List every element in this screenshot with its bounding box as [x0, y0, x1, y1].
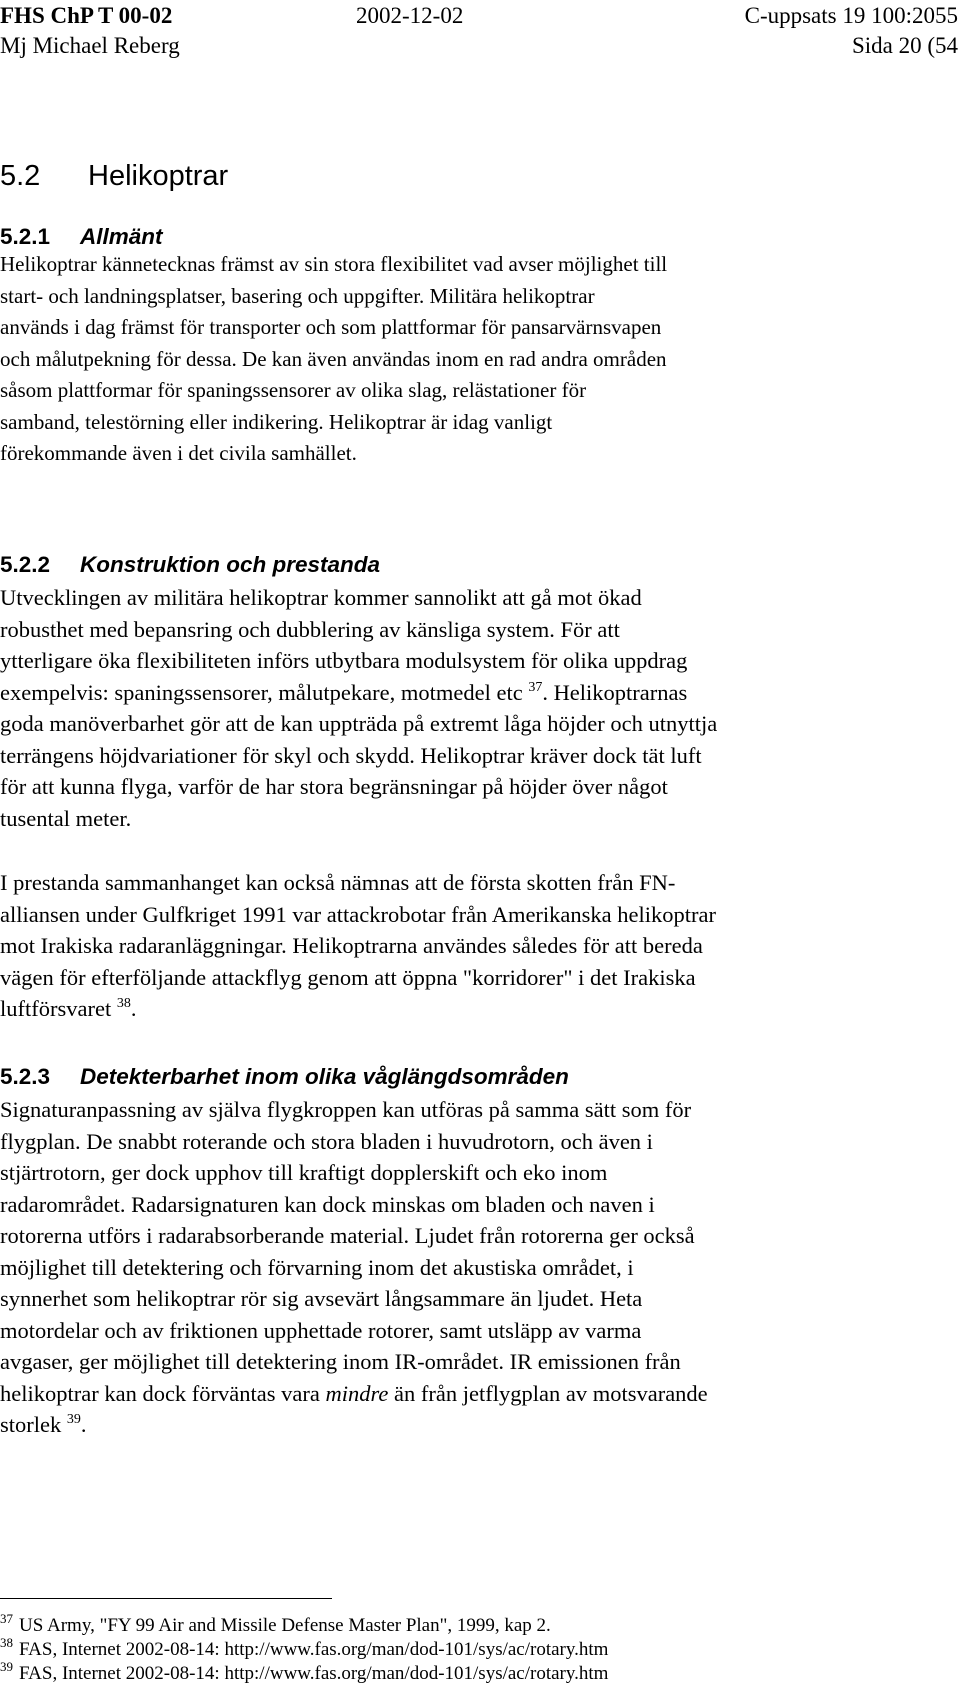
- running-header-top: [0, 0, 960, 32]
- text-line: samband, telestörning eller indikering. Helikoptrar är idag vanligt: [0, 409, 553, 434]
- paragraph-konstruktion: [0, 582, 900, 834]
- text-line: vägen för efterföljande attackflyg genom att öppna "korridorer" i det Irakiska: [0, 964, 696, 990]
- text-line: Utvecklingen av militära helikoptrar kommer sannolikt att gå mot ökad: [0, 585, 642, 610]
- text-line: mot Irakiska radaranläggningar. Helikoptrarna användes således för att bereda: [0, 933, 703, 958]
- subsection-number: 5.2.3: [0, 1064, 51, 1089]
- text-line: ytterligare öka flexibiliteten införs utbytbara modulsystem för olika uppdrag: [0, 648, 688, 673]
- section-heading: [0, 158, 228, 194]
- text-line: terrängens höjdvariationer för skyl och skydd. Helikoptrar kräver dock tät luft: [0, 742, 702, 768]
- text-segment: luftförsvaret: [0, 996, 117, 1021]
- text-line: [0, 1409, 900, 1441]
- author-name: Mj Michael Reberg: [0, 33, 180, 58]
- subsection-heading-detekterbarhet: [0, 1062, 569, 1092]
- subsection-title: Konstruktion och prestanda: [80, 552, 381, 577]
- footnote-number: 39: [0, 1659, 13, 1674]
- text-segment: helikoptrar kan dock förväntas vara: [0, 1380, 326, 1406]
- text-segment: . Helikoptrarnas: [542, 679, 688, 705]
- text-line: avgaser, ger möjlighet till detektering inom IR-området. IR emissionen från: [0, 1349, 681, 1374]
- text-line: används i dag främst för transporter och som plattformar för pansarvärnsvapen: [0, 315, 662, 339]
- text-segment: .: [130, 996, 137, 1021]
- text-line: tusental meter.: [0, 805, 132, 831]
- paragraph-prestanda: [0, 867, 900, 1025]
- footnote-text: FAS, Internet 2002-08-14: http://www.fas.org/man/dod-101/sys/ac/rotary.htm: [19, 1663, 609, 1684]
- subsection-number: 5.2.1: [0, 224, 51, 249]
- text-line: synnerhet som helikoptrar rör sig avsevärt långsammare än ljudet. Heta: [0, 1286, 643, 1311]
- footnote-ref: 37: [528, 679, 543, 695]
- footnote: [0, 1659, 900, 1686]
- paragraph-allmant: [0, 249, 900, 470]
- subsection-title: Detekterbarhet inom olika våglängdsområden: [80, 1064, 569, 1089]
- text-line: och målutpekning för dessa. De kan även användas inom en rad andra områden: [0, 346, 667, 371]
- text-line: Helikoptrar kännetecknas främst av sin stora flexibilitet vad avser möjlighet till: [0, 252, 668, 276]
- text-line: förekommande även i det civila samhället.: [0, 441, 357, 465]
- subsection-number: 5.2.2: [0, 552, 51, 577]
- text-line: goda manöverbarhet gör att de kan uppträda på extremt låga höjder och utnyttja: [0, 711, 718, 736]
- text-line: robusthet med bepansring och dubblering av känsliga system. För att: [0, 616, 620, 642]
- footnotes: [0, 1611, 900, 1686]
- text-line: flygplan. De snabbt roterande och stora bladen i huvudrotorn, och även i: [0, 1128, 653, 1154]
- text-segment: storlek: [0, 1412, 67, 1437]
- text-line: [0, 677, 900, 709]
- document-id: FHS ChP T 00-02: [0, 3, 173, 28]
- text-line: [0, 1378, 900, 1410]
- text-segment: exempelvis: spaningssensorer, målutpekare, motmedel etc: [0, 679, 529, 705]
- section-title: Helikoptrar: [88, 160, 229, 192]
- footnote-text: US Army, "FY 99 Air and Missile Defense Master Plan", 1999, kap 2.: [19, 1615, 551, 1636]
- footnote: [0, 1635, 900, 1662]
- page-number: Sida 20 (54: [851, 33, 958, 58]
- text-line: Signaturanpassning av själva flygkroppen kan utföras på samma sätt som för: [0, 1097, 692, 1122]
- text-line: start- och landningsplatser, basering och uppgifter. Militära helikoptrar: [0, 283, 595, 308]
- text-line: för att kunna flyga, varför de har stora begränsningar på höjder över något: [0, 774, 668, 799]
- text-line: såsom plattformar för spaningssensorer av olika slag, relästationer för: [0, 378, 587, 402]
- footnote-ref: 38: [116, 996, 131, 1011]
- footnote-number: 38: [0, 1635, 13, 1650]
- text-line: I prestanda sammanhanget kan också nämnas att de första skotten från FN-: [0, 870, 676, 895]
- document-date: 2002-12-02: [356, 3, 464, 28]
- footnote-separator: [0, 1598, 332, 1599]
- text-line: alliansen under Gulfkriget 1991 var attackrobotar från Amerikanska helikoptrar: [0, 901, 716, 927]
- footnote: [0, 1611, 900, 1638]
- document-type: C-uppsats 19 100:2055: [744, 3, 958, 28]
- emphasized-text: mindre: [325, 1380, 389, 1406]
- footnote-ref: 39: [66, 1412, 81, 1427]
- subsection-title: Allmänt: [80, 224, 163, 249]
- text-segment: .: [80, 1412, 87, 1437]
- text-line: radarområdet. Radarsignaturen kan dock minskas om bladen och naven i: [0, 1191, 655, 1217]
- text-line: [0, 993, 900, 1025]
- section-number: 5.2: [0, 160, 41, 192]
- text-line: motordelar och av friktionen upphettade rotorer, samt utsläpp av varma: [0, 1317, 642, 1343]
- footnote-number: 37: [0, 1611, 13, 1626]
- paragraph-detekterbarhet: [0, 1094, 900, 1441]
- footnote-text: FAS, Internet 2002-08-14: http://www.fas.org/man/dod-101/sys/ac/rotary.htm: [19, 1639, 609, 1660]
- text-line: möjlighet till detektering och förvarning inom det akustiska området, i: [0, 1254, 634, 1280]
- running-header-bottom: [0, 30, 960, 62]
- subsection-heading-allmant: [0, 222, 163, 252]
- subsection-heading-konstruktion: [0, 550, 380, 580]
- text-line: rotorerna utförs i radarabsorberande material. Ljudet från rotorerna ger också: [0, 1223, 695, 1248]
- text-segment: än från jetflygplan av motsvarande: [388, 1380, 708, 1406]
- text-line: stjärtrotorn, ger dock upphov till kraftigt dopplerskift och eko inom: [0, 1160, 608, 1185]
